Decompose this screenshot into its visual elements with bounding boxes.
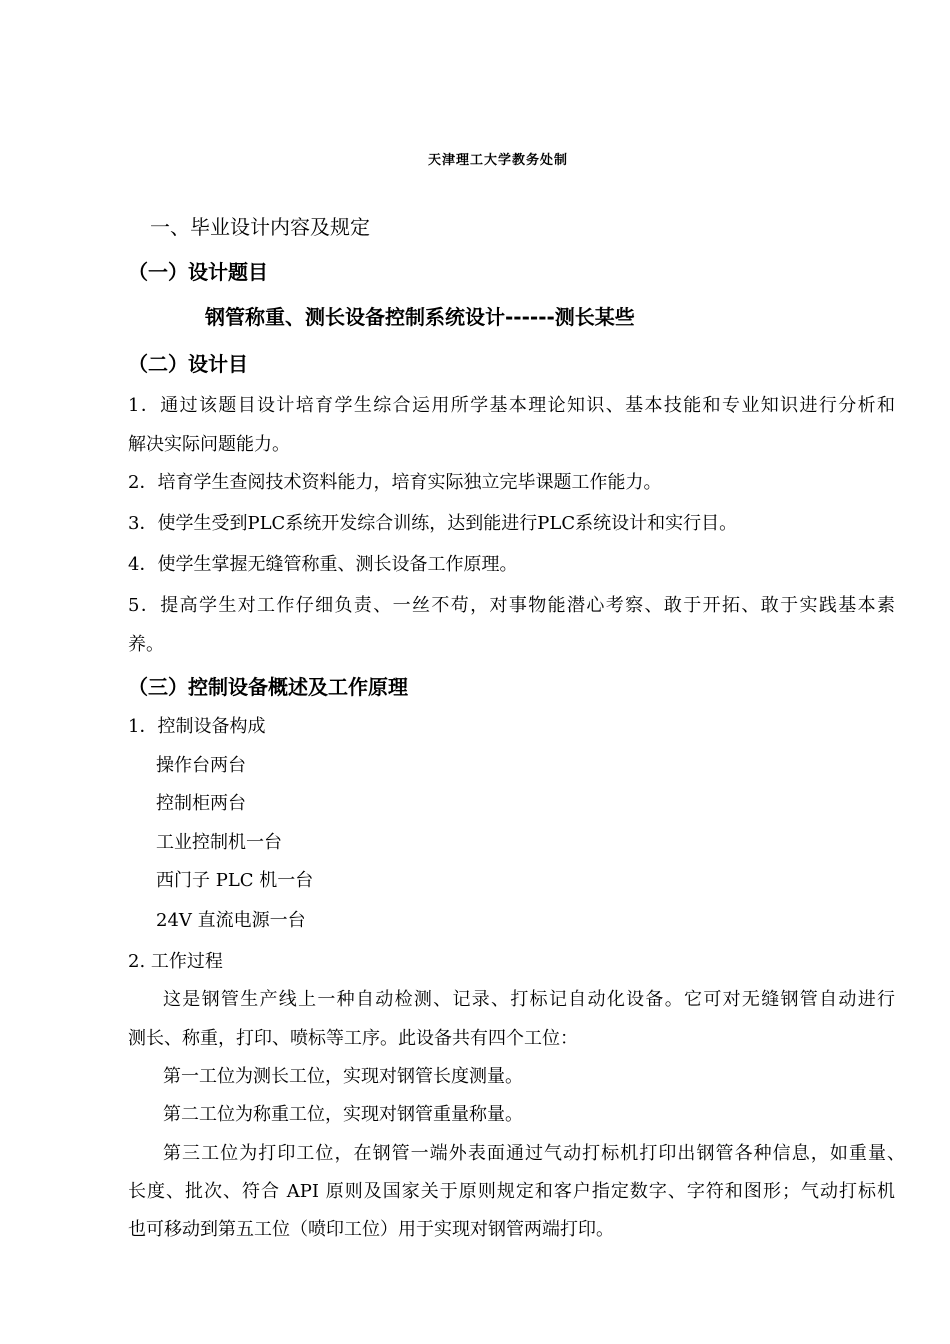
process-title: 2. 工作过程 xyxy=(128,951,223,972)
composition-title: 1．控制设备构成 xyxy=(128,716,266,737)
equipment-item: 西门子 PLC 机一台 xyxy=(156,870,314,891)
subsection-title-objectives: （二）设计目 xyxy=(128,352,248,376)
equipment-item: 24V 直流电源一台 xyxy=(156,910,306,931)
subsection-title-equipment: （三）控制设备概述及工作原理 xyxy=(128,675,408,699)
institution-header: 天津理工大学教务处制 xyxy=(428,153,569,168)
design-topic: 钢管称重、测长设备控制系统设计------测长某些 xyxy=(205,305,635,329)
station-1: 第一工位为测长工位，实现对钢管长度测量。 xyxy=(163,1066,523,1087)
objective-item-2: 2．培育学生查阅技术资料能力，培育实际独立完毕课题工作能力。 xyxy=(128,472,662,493)
process-intro: 这是钢管生产线上一种自动检测、记录、打标记自动化设备。它可对无缝钢管自动进行 xyxy=(163,989,895,1010)
station-3: 第三工位为打印工位，在钢管一端外表面通过气动打标机打印出钢管各种信息，如重量、 xyxy=(163,1143,905,1164)
section-title: 一、毕业设计内容及规定 xyxy=(150,215,370,239)
objective-item-3: 3．使学生受到PLC系统开发综合训练，达到能进行PLC系统设计和实行目。 xyxy=(128,513,738,534)
objective-item-5-cont: 养。 xyxy=(128,634,164,655)
subsection-title-topic: （一）设计题目 xyxy=(128,260,268,284)
station-3-cont: 长度、批次、符合 API 原则及国家关于原则规定和客户指定数字、字符和图形；气动打标机 xyxy=(128,1181,895,1202)
station-2: 第二工位为称重工位，实现对钢管重量称量。 xyxy=(163,1104,523,1125)
objective-item-1: 1．通过该题目设计培育学生综合运用所学基本理论知识、基本技能和专业知识进行分析和 xyxy=(128,395,895,416)
equipment-item: 工业控制机一台 xyxy=(156,832,282,853)
objective-item-5: 5．提高学生对工作仔细负责、一丝不苟，对事物能潜心考察、敢于开拓、敢于实践基本素 xyxy=(128,595,895,616)
station-3-cont-2: 也可移动到第五工位（喷印工位）用于实现对钢管两端打印。 xyxy=(128,1219,614,1240)
process-intro-cont: 测长、称重，打印、喷标等工序。此设备共有四个工位： xyxy=(128,1028,578,1049)
objective-item-4: 4．使学生掌握无缝管称重、测长设备工作原理。 xyxy=(128,554,518,575)
equipment-item: 控制柜两台 xyxy=(156,793,246,814)
objective-item-1-cont: 解决实际问题能力。 xyxy=(128,434,290,455)
equipment-item: 操作台两台 xyxy=(156,755,246,776)
